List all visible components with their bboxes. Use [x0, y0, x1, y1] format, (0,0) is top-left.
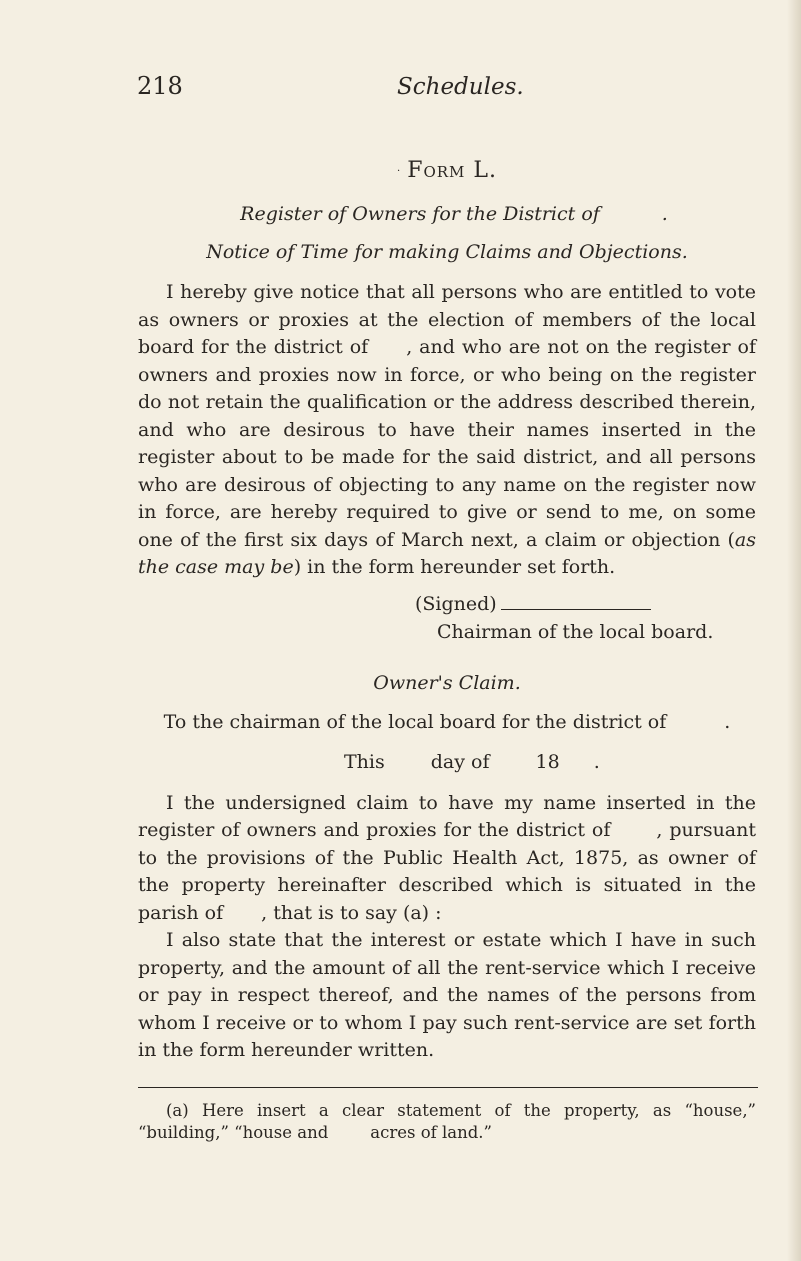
page-header — [137, 72, 746, 112]
claim-address — [138, 708, 756, 736]
notice-text-italic: as the case may be — [138, 528, 756, 578]
chairman-line: Chairman of the local board. — [437, 620, 714, 643]
page-edge-shadow — [787, 0, 801, 1261]
notice-heading: Notice of Time for making Claims and Objections. — [206, 241, 688, 263]
claim-paragraph-1 — [138, 790, 756, 928]
signature-blank — [501, 591, 651, 610]
notice-text-3: ) in the form hereunder set forth. — [293, 556, 616, 578]
claim-text-1a: I the undersigned claim to have my name inserted in the register of owners and proxies for the district of — [138, 791, 756, 841]
page-body — [138, 158, 756, 1144]
claim-address-end: . — [724, 710, 731, 733]
form-title — [138, 158, 756, 183]
claim-paragraph-2: I also state that the interest or estate which I have in such property, and the amount of all the rent-service which I receive or pay in respect thereof, and the names of the persons from whom I receive or to whom I pay such rent-service are set forth in the form hereunder written. — [138, 929, 756, 1061]
footnote — [138, 1100, 756, 1144]
notice-paragraph — [138, 279, 756, 582]
date-end: . — [593, 750, 600, 773]
register-heading — [138, 203, 756, 225]
page-number: 218 — [137, 72, 183, 100]
claim-text-1b: , pursuant to the provisions of the Public Health Act, 1875, as owner of the property hereinafter described which is situated in the parish of — [138, 819, 757, 924]
bullet-mark: · — [397, 165, 402, 177]
running-title: Schedules. — [397, 74, 524, 100]
notice-text-2: , and who are not on the register of owners and proxies now in force, or who being on the register do not retain the qualification or the address described therein, and who are desirous to have their names inserted in the register about to be made for the said district, and all persons who are desirous of objecting to any name on the register now in force, are hereby required to give or send to me, on some one of the first six days of March next, a claim or objection ( — [138, 336, 756, 551]
date-day-of: day of — [430, 750, 490, 773]
footnote-text-1: Here insert a clear statement of the property, as “house,” “building,” “house and — [138, 1100, 756, 1142]
claim-heading: Owner's Claim. — [373, 671, 521, 694]
form-title-text: Form L. — [407, 158, 497, 183]
footnote-rule — [138, 1087, 758, 1088]
register-heading-end: . — [661, 203, 668, 225]
notice-text-1: I hereby give notice that all persons who are entitled to vote as owners or proxies at the election of members of the local board for the district of — [138, 281, 756, 358]
date-year: 18 — [535, 750, 560, 773]
footnote-marker: (a) — [166, 1100, 189, 1120]
signature-line — [138, 590, 756, 618]
footnote-text-2: acres of land.” — [370, 1122, 492, 1142]
register-heading-text: Register of Owners for the District of — [240, 203, 600, 225]
date-this: This — [344, 750, 385, 773]
date-line — [138, 748, 756, 776]
claim-text-1c: , that is to say (a) : — [261, 901, 442, 924]
claim-address-text: To the chairman of the local board for the district of — [163, 710, 667, 733]
signed-label: (Signed) — [415, 592, 497, 615]
